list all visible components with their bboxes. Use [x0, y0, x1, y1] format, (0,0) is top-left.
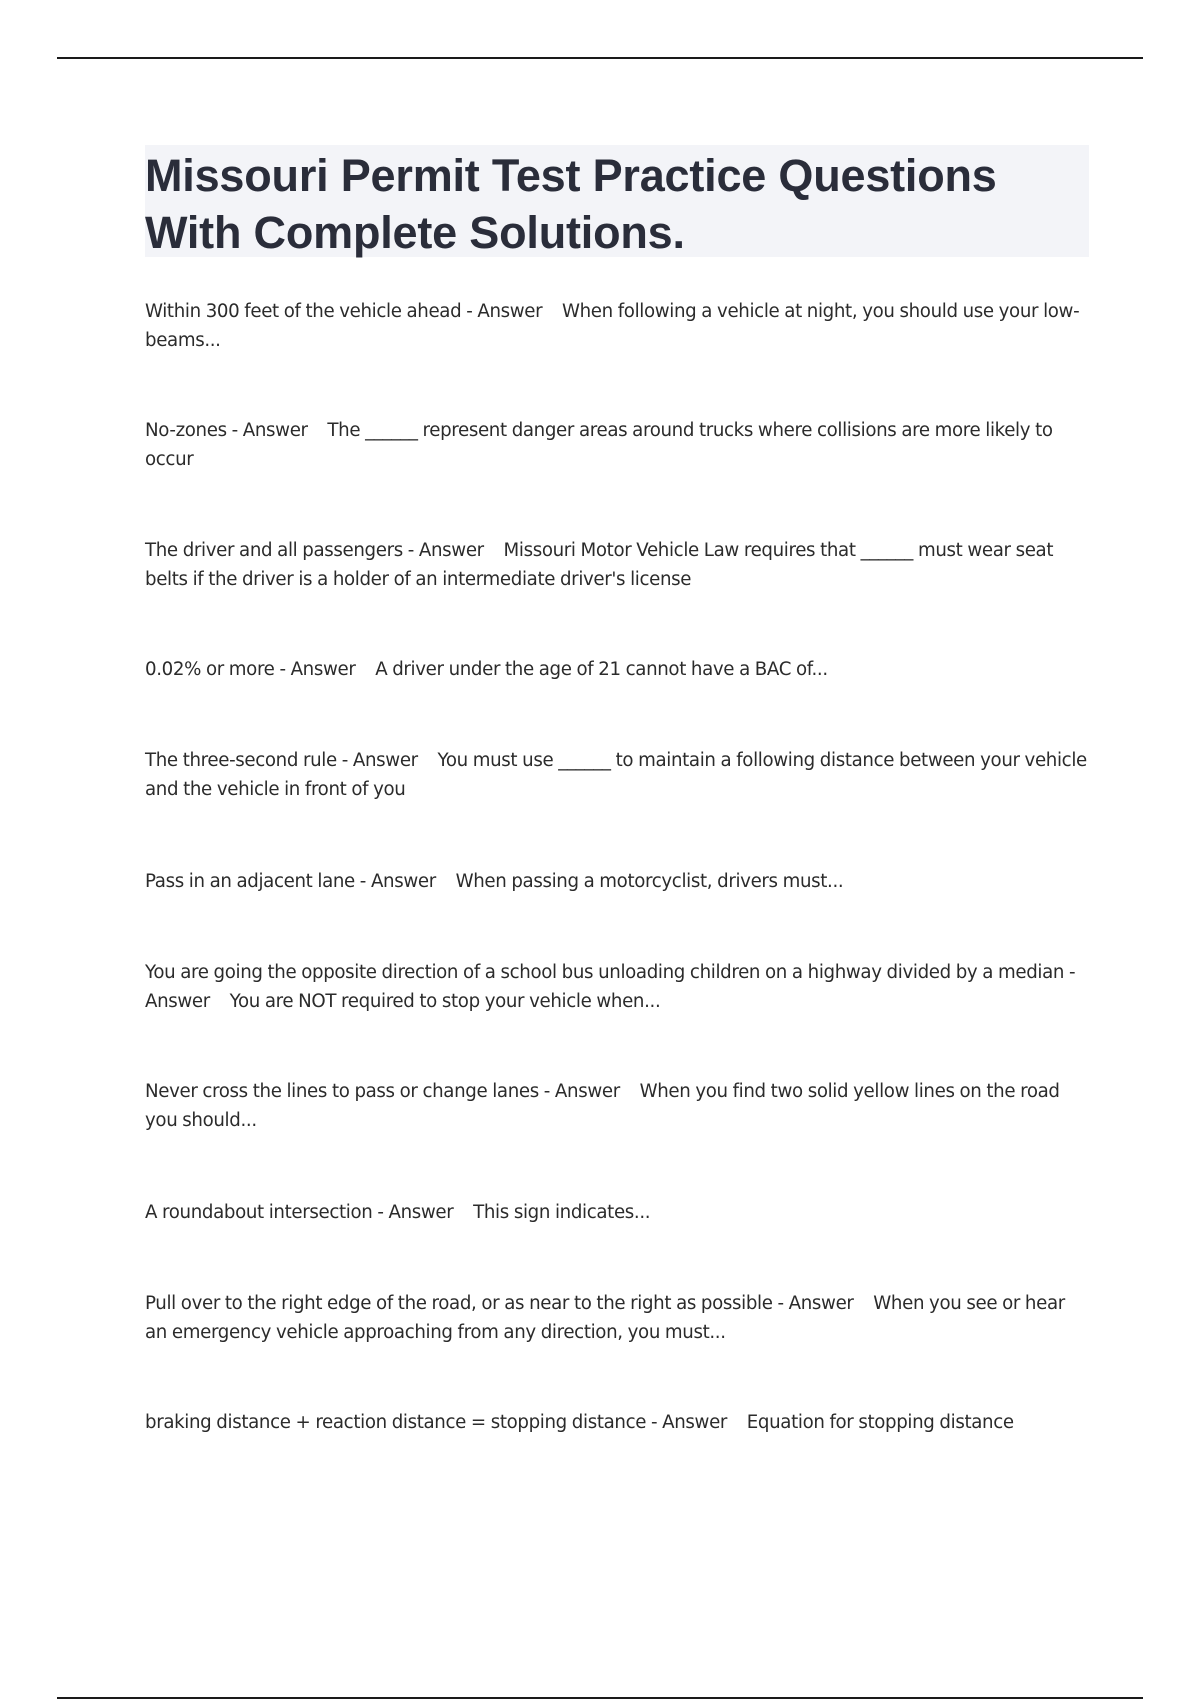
qa-item — [145, 1078, 1090, 1135]
answer-text: braking distance + reaction distance = stopping distance - Answer — [145, 1412, 728, 1433]
answer-text: Pass in an adjacent lane - Answer — [145, 871, 436, 892]
header-rule — [57, 57, 1143, 59]
answer-text: Never cross the lines to pass or change lanes - Answer — [145, 1081, 620, 1102]
footer-rule — [57, 1697, 1143, 1699]
answer-text: The driver and all passengers - Answer — [145, 540, 484, 561]
question-text: When passing a motorcyclist, drivers must... — [455, 871, 844, 892]
question-text: You must use ______ to maintain a following distance between your vehicle and the vehicle in front of you — [145, 750, 1087, 800]
separator — [727, 1412, 747, 1433]
separator — [484, 540, 504, 561]
answer-text: The three-second rule - Answer — [145, 750, 418, 771]
question-text: This sign indicates... — [473, 1202, 651, 1223]
question-text: Equation for stopping distance — [746, 1412, 1014, 1433]
answer-text: You are going the opposite direction of a school bus unloading children on a highway divided by a median - Answer — [145, 962, 1076, 1012]
qa-item — [145, 959, 1090, 1016]
question-text: A driver under the age of 21 cannot have a BAC of... — [375, 659, 828, 680]
separator — [308, 420, 328, 441]
qa-item — [145, 656, 1090, 685]
question-text: When you see or hear an emergency vehicle approaching from any direction, you must... — [145, 1293, 1065, 1343]
separator — [854, 1293, 874, 1314]
document-title-line-1: Missouri Permit Test Practice Questions — [145, 150, 997, 201]
answer-text: Within 300 feet of the vehicle ahead - Answer — [145, 301, 543, 322]
question-text: When following a vehicle at night, you should use your low-beams... — [145, 301, 1080, 351]
separator — [542, 301, 562, 322]
qa-item — [145, 868, 1090, 897]
answer-text: 0.02% or more - Answer — [145, 659, 356, 680]
question-text: The ______ represent danger areas around trucks where collisions are more likely to occur — [145, 420, 1053, 470]
separator — [453, 1202, 473, 1223]
question-text: Missouri Motor Vehicle Law requires that ______ must wear seat belts if the driver is a holder of an intermediate driver's license — [145, 540, 1054, 590]
question-text: When you find two solid yellow lines on the road you should... — [145, 1081, 1060, 1131]
answer-text: No-zones - Answer — [145, 420, 308, 441]
qa-item — [145, 417, 1090, 474]
qa-item — [145, 537, 1090, 594]
qa-item — [145, 1290, 1090, 1347]
separator — [436, 871, 456, 892]
qa-item — [145, 747, 1090, 804]
title-block — [145, 145, 1089, 257]
qa-item — [145, 1199, 1090, 1228]
question-text: You are NOT required to stop your vehicle when... — [229, 990, 661, 1012]
document-title — [145, 147, 1089, 261]
answer-text: Pull over to the right edge of the road, or as near to the right as possible - Answer — [145, 1293, 854, 1314]
qa-item — [145, 298, 1090, 355]
separator — [620, 1081, 640, 1102]
answer-text: A roundabout intersection - Answer — [145, 1202, 454, 1223]
separator — [418, 750, 438, 771]
separator — [210, 991, 230, 1012]
qa-item — [145, 1409, 1090, 1438]
document-title-line-2: With Complete Solutions. — [145, 207, 685, 258]
separator — [355, 659, 375, 680]
